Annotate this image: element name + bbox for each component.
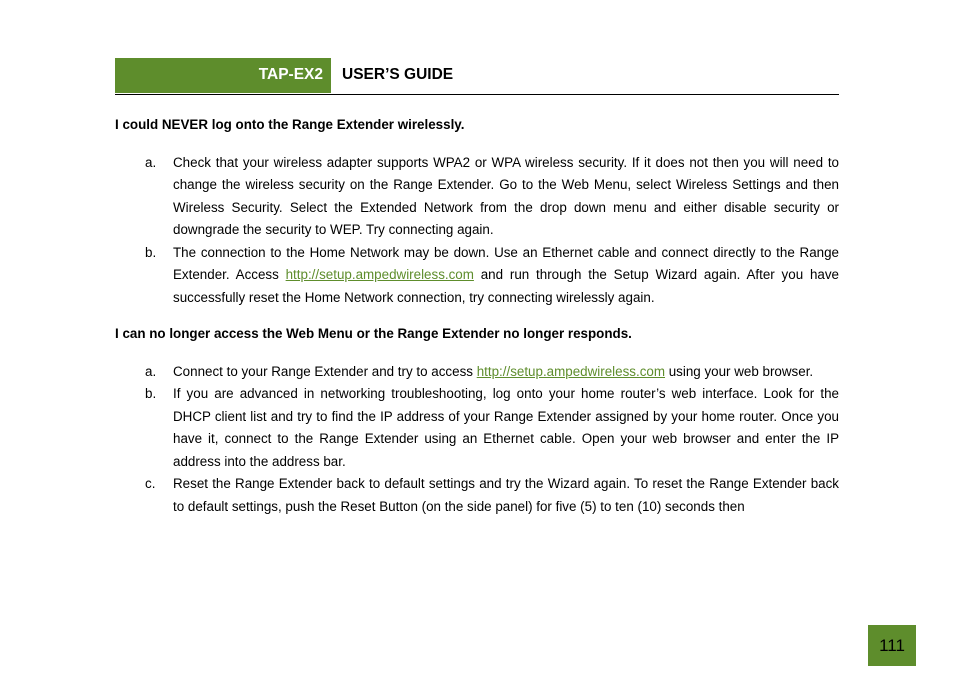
section-heading-web-menu: I can no longer access the Web Menu or the Range Extender no longer responds. [115,326,632,341]
list-item [115,383,839,473]
list-item [115,473,839,518]
list-marker: a. [145,154,157,170]
header-title: USER’S GUIDE [342,66,454,83]
list-marker: a. [145,363,157,379]
header-model-badge [115,58,331,93]
list-item [115,242,839,310]
setup-link[interactable]: http://setup.ampedwireless.com [285,267,474,282]
list-wireless [115,152,839,310]
list-item-text: Check that your wireless adapter supports WPA2 or WPA wireless security. If it does not then you will need to change the wireless security on the Range Extender. Go to the Web Menu, select Wireless Settings and then Wireless Security. Select the Extended Network from the drop down menu and either disable security or downgrade the security to WEP. Try connecting again. [173,154,839,237]
list-item-text-before: Connect to your Range Extender and try to access [173,363,477,379]
list-item-text: If you are advanced in networking troubleshooting, log onto your home router’s web interface. Look for the DHCP client list and try to find the IP address of your Range Extender assigned by your home router. Once you have it, connect to the Range Extender using an Ethernet cable. Open your web browser and enter the IP address into the address bar. [173,386,839,469]
header-model: TAP-EX2 [258,66,323,83]
list-item [115,361,839,384]
list-marker: c. [145,476,156,491]
list-item [115,152,839,242]
list-marker: b. [145,244,157,260]
list-item-text-before: The connection to the Home Network may be down. Use an Ethernet cable and connect directly to the Range Extender. Access [173,244,839,282]
setup-link[interactable]: http://setup.ampedwireless.com [476,363,666,379]
list-item-text-after: using your web browser. [665,363,814,379]
page-header [115,58,839,95]
list-web-menu [115,361,839,519]
document-body [115,114,839,532]
list-item-text-after: and run through the Setup Wizard again. After you have successfully reset the Home Network connection, try connecting wirelessly again. [173,267,839,305]
list-marker: b. [145,386,157,401]
page-number: 111 [868,625,916,666]
list-item-text: Reset the Range Extender back to default settings and try the Wizard again. To reset the Range Extender back to default settings, push the Reset Button (on the side panel) for five (5) to ten (10) seconds then [173,476,839,514]
section-heading-wireless: I could NEVER log onto the Range Extender wirelessly. [115,117,465,132]
